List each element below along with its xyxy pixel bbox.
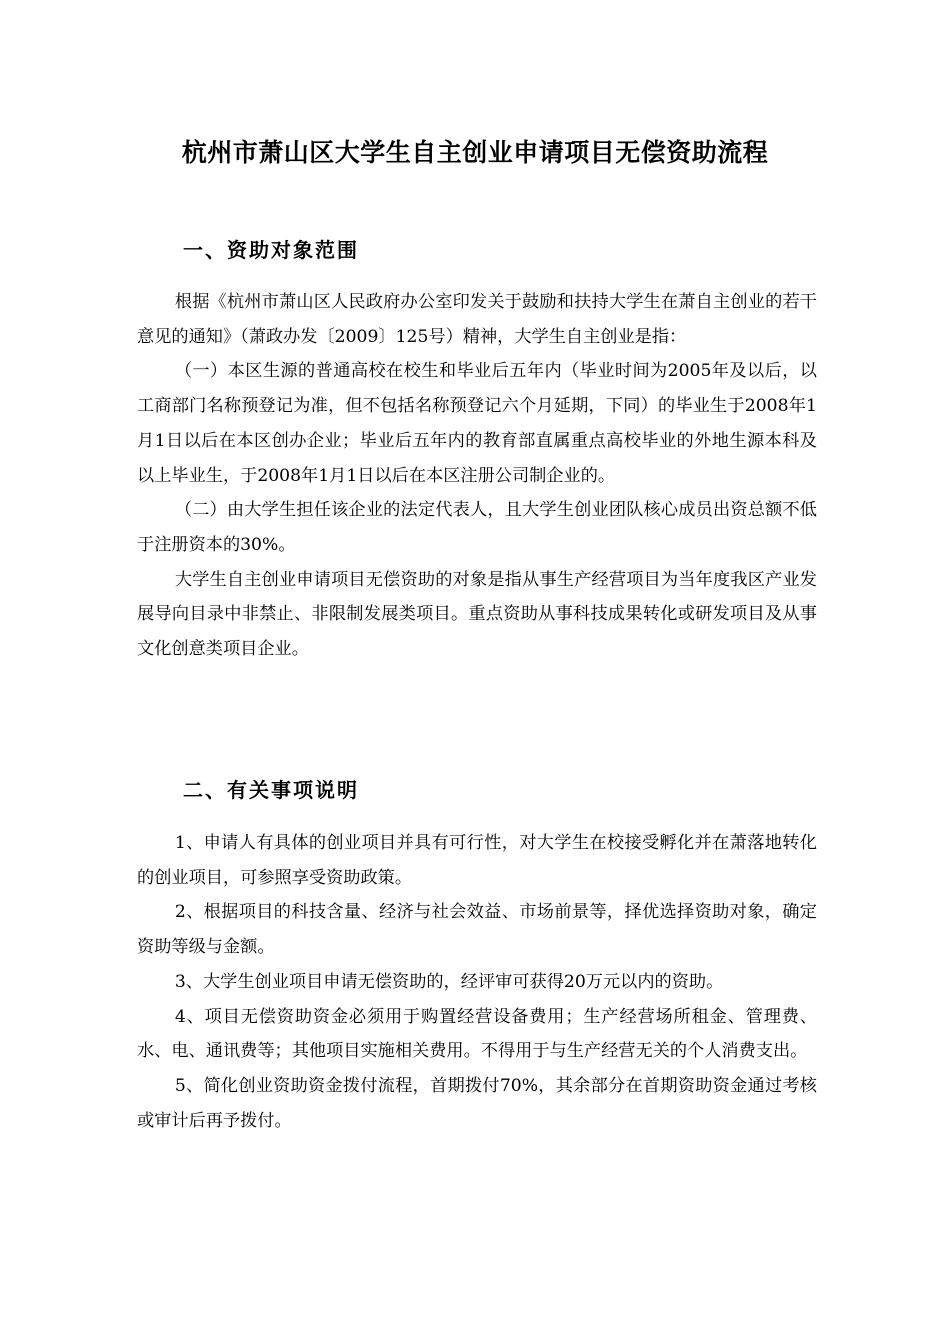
paragraph: 3、大学生创业项目申请无偿资助的，经评审可获得20万元以内的资助。	[174, 971, 724, 992]
section-body-notes	[137, 826, 817, 1138]
paragraph: 5、简化创业资助资金拨付流程，首期拨付70%，其余部分在首期资助资金通过考核或审计后再予拨付。	[137, 1075, 817, 1131]
paragraph: （一）本区生源的普通高校在校生和毕业后五年内（毕业时间为2005年及以后，以工商部门名称预登记为准，但不包括名称预登记六个月延期，下同）的毕业生于2008年1月1日以后在本区创办企业；毕业后五年内的教育部直属重点高校毕业的外地生源本科及以上毕业生，于2008年1月1日以后在本区注册公司制企业的。	[137, 361, 817, 486]
paragraph: （二）由大学生担任该企业的法定代表人，且大学生创业团队核心成员出资总额不低于注册资本的30%。	[137, 500, 817, 555]
paragraph: 大学生自主创业申请项目无偿资助的对象是指从事生产经营项目为当年度我区产业发展导向目录中非禁止、非限制发展类项目。重点资助从事科技成果转化或研发项目及从事文化创意类项目企业。	[137, 569, 817, 660]
section-heading-notes: 二、有关事项说明	[183, 778, 359, 802]
paragraph: 1、申请人有具体的创业项目并具有可行性，对大学生在校接受孵化并在萧落地转化的创业项目，可参照享受资助政策。	[137, 833, 817, 888]
paragraph: 根据《杭州市萧山区人民政府办公室印发关于鼓励和扶持大学生在萧自主创业的若干意见的通知》（萧政办发〔2009〕125号）精神，大学生自主创业是指：	[137, 292, 817, 347]
paragraph: 2、根据项目的科技含量、经济与社会效益、市场前景等，择优选择资助对象，确定资助等级与金额。	[137, 902, 817, 958]
document-title: 杭州市萧山区大学生自主创业申请项目无偿资助流程	[181, 138, 769, 167]
section-heading-scope: 一、资助对象范围	[183, 238, 359, 262]
section-body-scope	[137, 285, 817, 667]
paragraph: 4、项目无偿资助资金必须用于购置经营设备费用；生产经营场所租金、管理费、水、电、通讯费等；其他项目实施相关费用。不得用于与生产经营无关的个人消费支出。	[137, 1006, 817, 1062]
